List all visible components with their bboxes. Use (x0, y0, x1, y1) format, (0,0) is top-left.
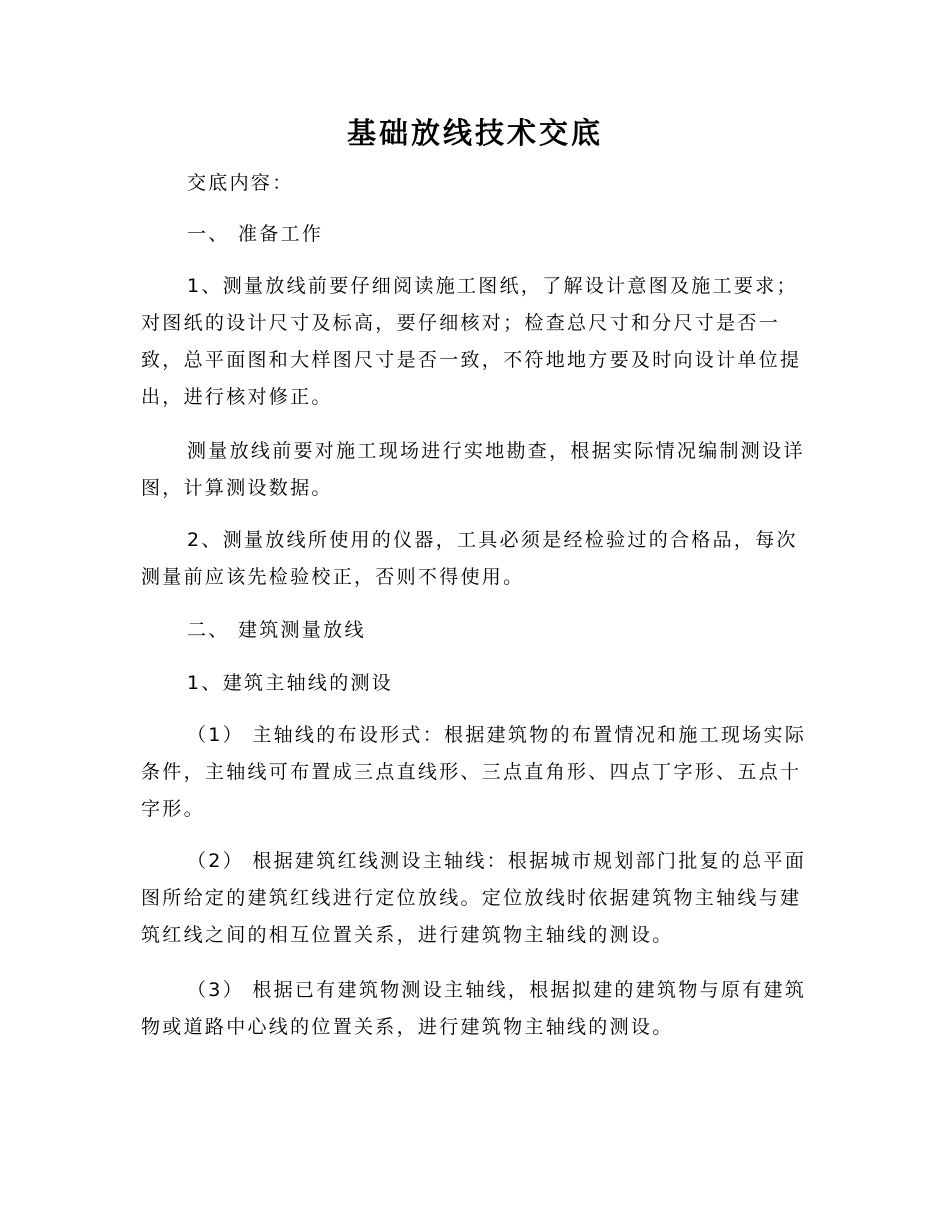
paragraph-site-survey: 测量放线前要对施工现场进行实地勘查，根据实际情况编制测设详图，计算测设数据。 (141, 440, 805, 499)
paragraph-axis-from-existing-building: （3） 根据已有建筑物测设主轴线，根据拟建的建筑物与原有建筑物或道路中心线的位置关系，进行建筑物主轴线的测设。 (141, 979, 807, 1038)
paragraph-instrument-check: 2、测量放线所使用的仪器，工具必须是经检验过的合格品，每次测量前应该先检验校正，否则不得使用。 (141, 529, 798, 588)
paragraph-axis-from-red-line: （2） 根据建筑红线测设主轴线：根据城市规划部门批复的总平面图所给定的建筑红线进行定位放线。定位放线时依据建筑物主轴线与建筑红线之间的相互位置关系，进行建筑物主轴线的测设。 (141, 850, 807, 946)
document-title: 基础放线技术交底 (346, 116, 603, 150)
subheading-main-axis: 1、建筑主轴线的测设 (187, 672, 394, 694)
section-heading-building-survey: 二、 建筑测量放线 (187, 619, 366, 641)
paragraph-intro-label: 交底内容： (187, 172, 294, 194)
paragraph-drawing-review: 1、测量放线前要仔细阅读施工图纸，了解设计意图及施工要求；对图纸的设计尺寸及标高，要仔细核对；检查总尺寸和分尺寸是否一致，总平面图和大样图尺寸是否一致，不符地地方要及时向设计单位提出，进行核对修正。 (141, 275, 802, 408)
section-heading-preparation: 一、 准备工作 (187, 223, 324, 245)
paragraph-axis-layout-form: （1） 主轴线的布设形式：根据建筑物的布置情况和施工现场实际条件，主轴线可布置成三点直线形、三点直角形、四点丁字形、五点十字形。 (141, 724, 807, 820)
